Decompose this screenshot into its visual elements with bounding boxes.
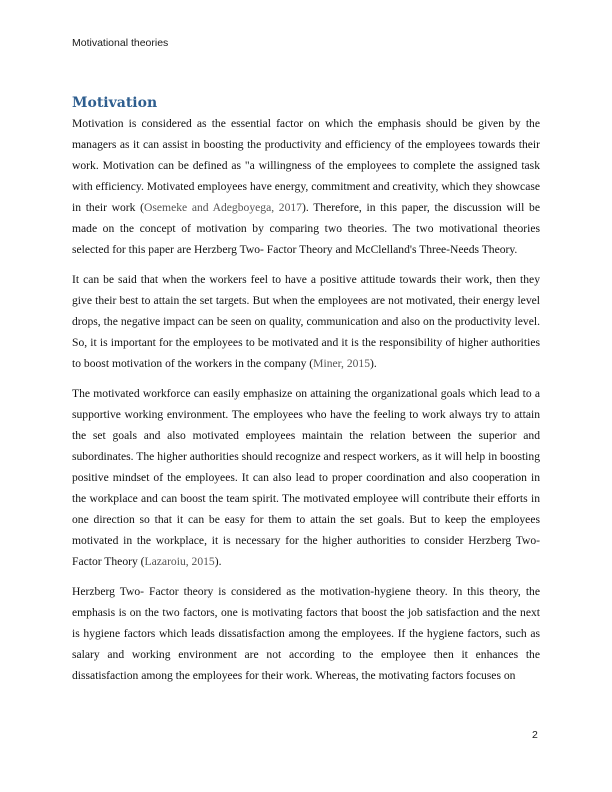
citation: Osemeke and Adegboyega, 2017 [144, 201, 302, 214]
paragraph-text: ). [214, 555, 222, 568]
page-number: 2 [532, 729, 538, 741]
paragraph-text: It can be said that when the workers feel to have a positive attitude towards their work, then they give their best to attain the set targets. But when the employees are not motivated, their energy level drops, the negative impact can be seen on quality, communication and also on the productivity level. So, it is important for the employees to be motivated and it is the responsibility of higher authorities to boost motivation of the workers in the company ( [72, 273, 540, 370]
citation: Lazaroiu, 2015 [144, 555, 215, 568]
section-heading: Motivation [72, 95, 158, 111]
paragraph-2 [72, 269, 540, 374]
paragraph-text: Motivation is considered as the essential factor on which the emphasis should be given by the managers as it can assist in boosting the productivity and efficiency of the employees towards their work. Motivation can be defined as "a willingness of the employees to complete the assigned task with efficiency. Motivated employees have energy, commitment and creativity, which they showcase in their work ( [72, 117, 540, 214]
paragraph-4 [72, 581, 540, 686]
body-text [72, 113, 540, 695]
running-header: Motivational theories [72, 37, 169, 49]
paragraph-text: ). [370, 357, 377, 370]
paragraph-text: The motivated workforce can easily emphasize on attaining the organizational goals which lead to a supportive working environment. The employees who have the feeling to work always try to attain the set goals and also motivated employees maintain the relation between the superior and subordinates. The higher authorities should recognize and respect workers, as it will help in boosting positive mindset of the employees. It can also lead to proper coordination and also cooperation in the workplace and can boost the team spirit. The motivated employee will contribute their efforts in one direction so that it can be easy for them to attain the set goals. But to keep the employees motivated in the workplace, it is necessary for the higher authorities to consider Herzberg Two- Factor Theory ( [72, 387, 540, 568]
paragraph-text: Herzberg Two- Factor theory is considered as the motivation-hygiene theory. In this theory, the emphasis is on the two factors, one is motivating factors that boost the job satisfaction and the next is hygiene factors which leads dissatisfaction among the employees. If the hygiene factors, such as salary and working environment are not according to the employee then it enhances the dissatisfaction among the employees for their work. Whereas, the motivating factors focuses on [72, 585, 540, 682]
paragraph-3 [72, 383, 540, 572]
paragraph-1 [72, 113, 540, 260]
paragraph-text: ). Therefore, in this paper, the discussion will be made on the concept of motivation by comparing two theories. The two motivational theories selected for this paper are Herzberg Two- Factor Theory and McClelland's Three-Needs Theory. [72, 201, 541, 256]
citation: Miner, 2015 [313, 357, 371, 370]
